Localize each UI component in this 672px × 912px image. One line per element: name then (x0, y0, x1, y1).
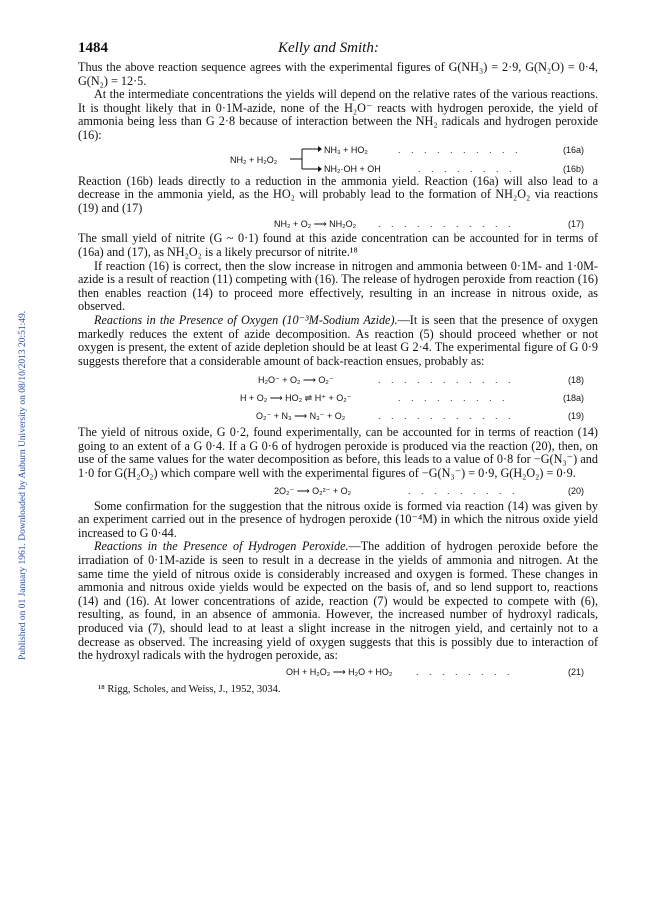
dot-leader: . . . . . . . . . . . (378, 219, 515, 230)
paragraph: If reaction (16) is correct, then the slow increase in nitrogen and ammonia between 0·1M- and 1·0M-azide is a result of reaction (11) competing with (16). The release of hydrogen peroxide from reaction (16) then enables reaction (14) to proceed more effectively, resulting in an increase in nitrous oxide, as observed. (78, 258, 598, 314)
page-number: 1484 (78, 40, 108, 56)
equation-text: OH + H₂O₂ ⟶ H₂O + HO₂ (286, 666, 393, 677)
publication-sidebar (6, 120, 28, 800)
publication-note[interactable]: Published on 01 January 1961. Downloaded by Auburn University on 08/10/2013 20:51:49. (18, 310, 28, 660)
footnote: ¹⁸ Rigg, Scholes, and Weiss, J., 1952, 3034. (98, 683, 281, 695)
equation-16b: NH₂·OH + OH (324, 163, 381, 174)
equation-number: (16a) (562, 144, 584, 155)
paragraph: Some confirmation for the suggestion that the nitrous oxide is formed via reaction (14) was given by an experiment carried out in the presence of hydrogen peroxide (10⁻⁴M) in which the nitrous oxide yield increased to G 0·44. (78, 498, 598, 540)
paragraph-text: —The addition of hydrogen peroxide before the irradiation of 0·1M-azide is seen to result in a decrease in the yields of ammonia and nitrogen. At the same time the yield of nitrous oxide is considerably increased and oxygen is formed. These changes in ammonia and nitrous oxide yields would be expected on the basis of, and so lend support to, reactions (14) and (16). At lower concentrations of azide, reaction (7) would be expected to compete with (6), resulting, as found, in an absence of ammonia. However, the increased number of hydroxyl radicals, produced via (7), should lead to at least a slight increase in the nitrogen yield, and certainly not to a decrease as observed. The increasing yield of oxygen suggests that this is possibly due to interaction of the hydroxyl radicals with the hydrogen peroxide, as: (78, 539, 598, 663)
equation-18a: H + O₂ ⟶ HO₂ ⇌ H⁺ + O₂⁻ (240, 393, 352, 404)
paragraph: The yield of nitrous oxide, G 0·2, found experimentally, can be accounted for in terms of reaction (14) going to an extent of a G 0·4. If a G 0·6 of hydrogen peroxide is produced via the reaction (20), then, on use of the same values for the water decomposition as before, this leads to a value of 0·8 for −G(N₃⁻) and 1·0 for G(H₂O₂) which compare well with the experimental figures of −G(N₃⁻) = 0·9, G(H₂O₂) = 0·9. (78, 425, 598, 481)
dot-leader: . . . . . . . . . . . (378, 375, 515, 386)
equation-16 (78, 143, 598, 175)
equation-number: (18a) (562, 393, 584, 404)
equation-number: (21) (567, 666, 584, 677)
equation-number: (20) (567, 485, 584, 496)
paragraph (78, 314, 598, 368)
dot-leader: . . . . . . . . . (408, 485, 519, 496)
equation-number: (16b) (562, 163, 584, 174)
branch-arrow-icon (288, 144, 322, 174)
paragraph: Reaction (16b) leads directly to a reduction in the ammonia yield. Reaction (16a) will also lead to a decrease in the ammonia yield, as the HO₂ will probably lead to the formation of NH₂O₂ via reactions (19) and (17) (78, 173, 598, 215)
equation-18-group (78, 368, 598, 426)
equation-text: 2O₂⁻ ⟶ O₂²⁻ + O₂ (274, 485, 352, 496)
paragraph-text: —It is seen that the presence of oxygen markedly reduces the extent of azide decomposition. As reaction (5) should proceed whether or not oxygen is present, the extent of azide depletion should be at least G 2·4. The experimental figure of G 0·9 suggests therefore that a considerable amount of back-reaction ensues, probably as: (78, 312, 598, 368)
dot-leader: . . . . . . . . . (398, 393, 509, 404)
equation-text: NH₂ + O₂ ⟶ NH₂O₂ (274, 219, 357, 230)
section-heading: Reactions in the Presence of Oxygen (10⁻³M-Sodium Azide). (94, 312, 398, 327)
page-header (78, 40, 598, 60)
equation-number: (19) (567, 411, 584, 422)
equation-number: (17) (567, 219, 584, 230)
dot-leader: . . . . . . . . (418, 163, 516, 174)
equation-20 (78, 481, 598, 500)
equation-17 (78, 215, 598, 232)
section-heading: Reactions in the Presence of Hydrogen Peroxide. (94, 539, 349, 554)
equation-19: O₂⁻ + N₃ ⟶ N₃⁻ + O₂ (256, 411, 346, 422)
article-body (78, 61, 598, 696)
paragraph (78, 540, 598, 662)
paragraph: At the intermediate concentrations the yields will depend on the relative rates of the various reactions. It is thought likely that in 0·1M-azide, none of the H₂O⁻ reacts with hydrogen peroxide, the yield of ammonia being less than G 2·8 because of interaction between the NH₂ radicals and hydrogen peroxide (16): (78, 87, 598, 142)
dot-leader: . . . . . . . . . . . (378, 411, 515, 422)
equation-lhs: NH₂ + H₂O₂ (230, 154, 278, 165)
equation-number: (18) (567, 375, 584, 386)
paragraph: The small yield of nitrite (G ~ 0·1) found at this azide concentration can be accounted for in terms of (16a) and (17), as NH₂O₂ is a likely precursor of nitrite.¹⁸ (78, 231, 598, 259)
running-title: Kelly and Smith: (278, 40, 379, 56)
paragraph: Thus the above reaction sequence agrees with the experimental figures of G(NH₃) = 2·9, G(N₂O) = 0·4, G(N₂) = 12·5. (78, 60, 598, 88)
dot-leader: . . . . . . . . . . (398, 144, 522, 155)
dot-leader: . . . . . . . . (416, 666, 514, 677)
equation-18: H₂O⁻ + O₂ ⟶ O₂⁻ (258, 375, 334, 386)
equation-21 (78, 663, 598, 680)
equation-16a: NH₃ + HO₂ (324, 144, 368, 155)
